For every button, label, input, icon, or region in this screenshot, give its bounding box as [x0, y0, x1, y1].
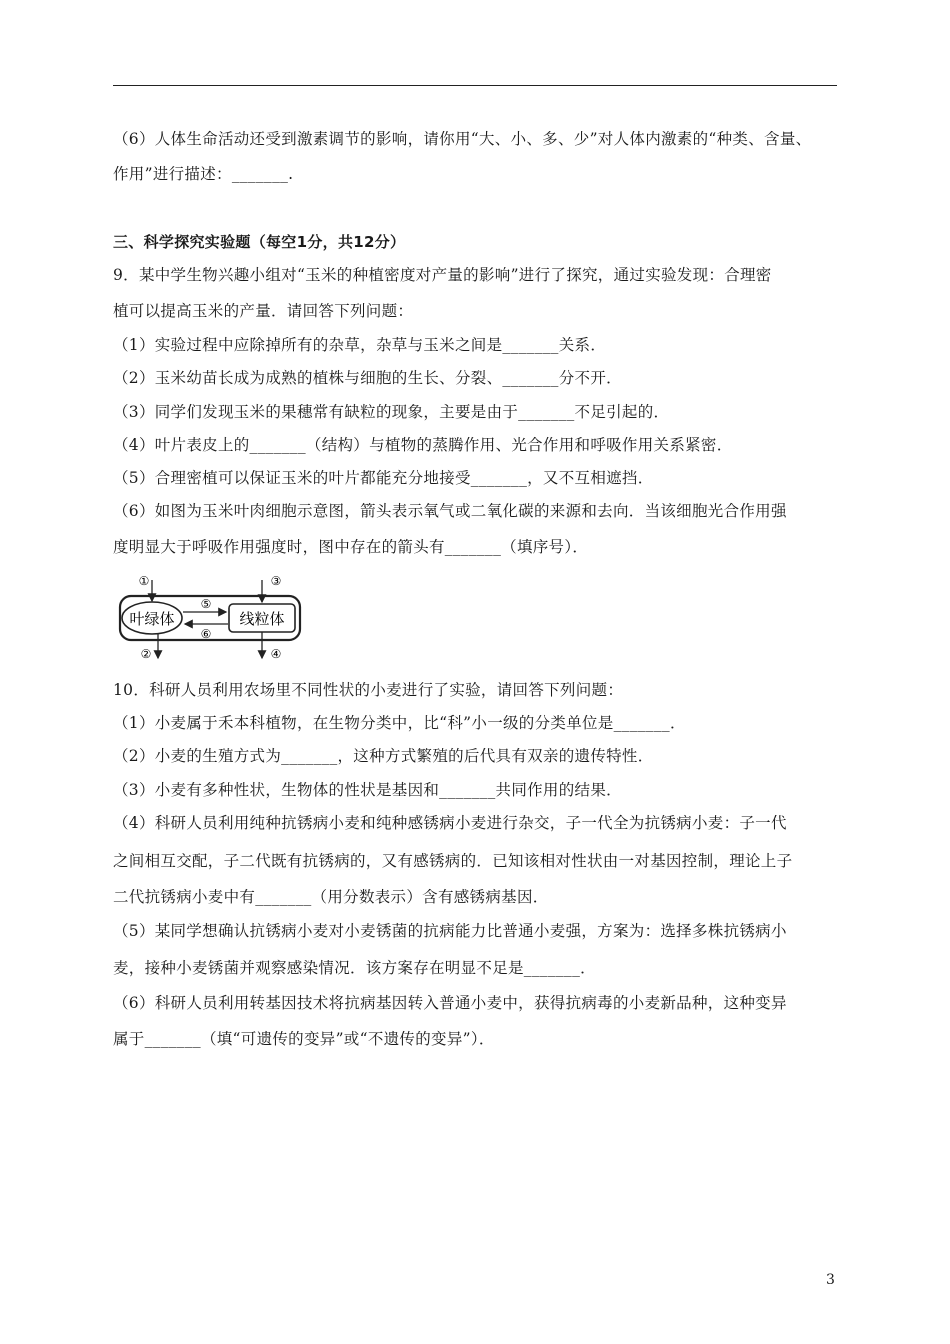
leaf-cell-diagram	[118, 572, 304, 664]
q9-sub3: （3）同学们发现玉米的果穗常有缺粒的现象，主要是由于_______不足引起的．	[113, 403, 670, 421]
q10-sub5-line1: （5）某同学想确认抗锈病小麦对小麦锈菌的抗病能力比普通小麦强，方案为：选择多株抗锈病小	[113, 922, 787, 940]
q10-sub4-line1: （4）科研人员利用纯种抗锈病小麦和纯种感锈病小麦进行杂交，子一代全为抗锈病小麦：子一代	[113, 814, 787, 832]
section-3-title: 三、科学探究实验题（每空1分，共12分）	[113, 233, 406, 251]
page-number: 3	[826, 1272, 835, 1288]
q8-6-line2: 作用”进行描述：_______.	[113, 165, 294, 183]
q9-sub5: （5）合理密植可以保证玉米的叶片都能充分地接受_______，又不互相遮挡．	[113, 469, 654, 487]
q10-sub6-line1: （6）科研人员利用转基因技术将抗病基因转入普通小麦中，获得抗病毒的小麦新品种，这种变异	[113, 994, 787, 1012]
q9-intro-line1: 9．某中学生物兴趣小组对“玉米的种植密度对产量的影响”进行了探究，通过实验发现：合理密	[113, 266, 772, 284]
q10-sub4-line2: 之间相互交配，子二代既有抗锈病的，又有感锈病的．已知该相对性状由一对基因控制，理论上子	[113, 852, 793, 870]
label-5: ⑤	[200, 597, 212, 611]
mitochondrion-label: 线粒体	[239, 610, 285, 628]
label-6: ⑥	[200, 627, 212, 641]
header-rule	[113, 85, 837, 86]
q10-sub5-line2: 麦，接种小麦锈菌并观察感染情况．该方案存在明显不足是_______．	[113, 959, 596, 977]
label-2: ②	[140, 647, 152, 661]
q9-sub4: （4）叶片表皮上的_______（结构）与植物的蒸腾作用、光合作用和呼吸作用关系紧密．	[113, 436, 733, 454]
q9-sub2: （2）玉米幼苗长成为成熟的植株与细胞的生长、分裂、_______分不开．	[113, 369, 622, 387]
q10-sub1: （1）小麦属于禾本科植物，在生物分类中，比“科”小一级的分类单位是_______．	[113, 714, 686, 732]
q9-intro-line2: 植可以提高玉米的产量．请回答下列问题：	[113, 302, 414, 320]
label-4: ④	[270, 647, 282, 661]
q10-sub4-line3: 二代抗锈病小麦中有_______（用分数表示）含有感锈病基因．	[113, 888, 549, 906]
q10-sub2: （2）小麦的生殖方式为_______，这种方式繁殖的后代具有双亲的遗传特性．	[113, 747, 654, 765]
q10-sub6-line2: 属于_______（填“可遗传的变异”或“不遗传的变异”）．	[113, 1030, 495, 1048]
q9-sub6-line1: （6）如图为玉米叶肉细胞示意图，箭头表示氧气或二氧化碳的来源和去向．当该细胞光合作用强	[113, 502, 787, 520]
label-3: ③	[270, 574, 282, 588]
q10-sub3: （3）小麦有多种性状，生物体的性状是基因和_______共同作用的结果．	[113, 781, 622, 799]
q9-sub1: （1）实验过程中应除掉所有的杂草，杂草与玉米之间是_______关系．	[113, 336, 607, 354]
q9-sub6-line2: 度明显大于呼吸作用强度时，图中存在的箭头有_______（填序号）．	[113, 538, 589, 556]
chloroplast-label: 叶绿体	[129, 610, 175, 628]
q10-intro: 10．科研人员利用农场里不同性状的小麦进行了实验，请回答下列问题：	[113, 681, 624, 699]
label-1: ①	[138, 574, 150, 588]
q8-6-line1: （6）人体生命活动还受到激素调节的影响，请你用“大、小、多、少”对人体内激素的“种类、含量、	[113, 130, 812, 148]
